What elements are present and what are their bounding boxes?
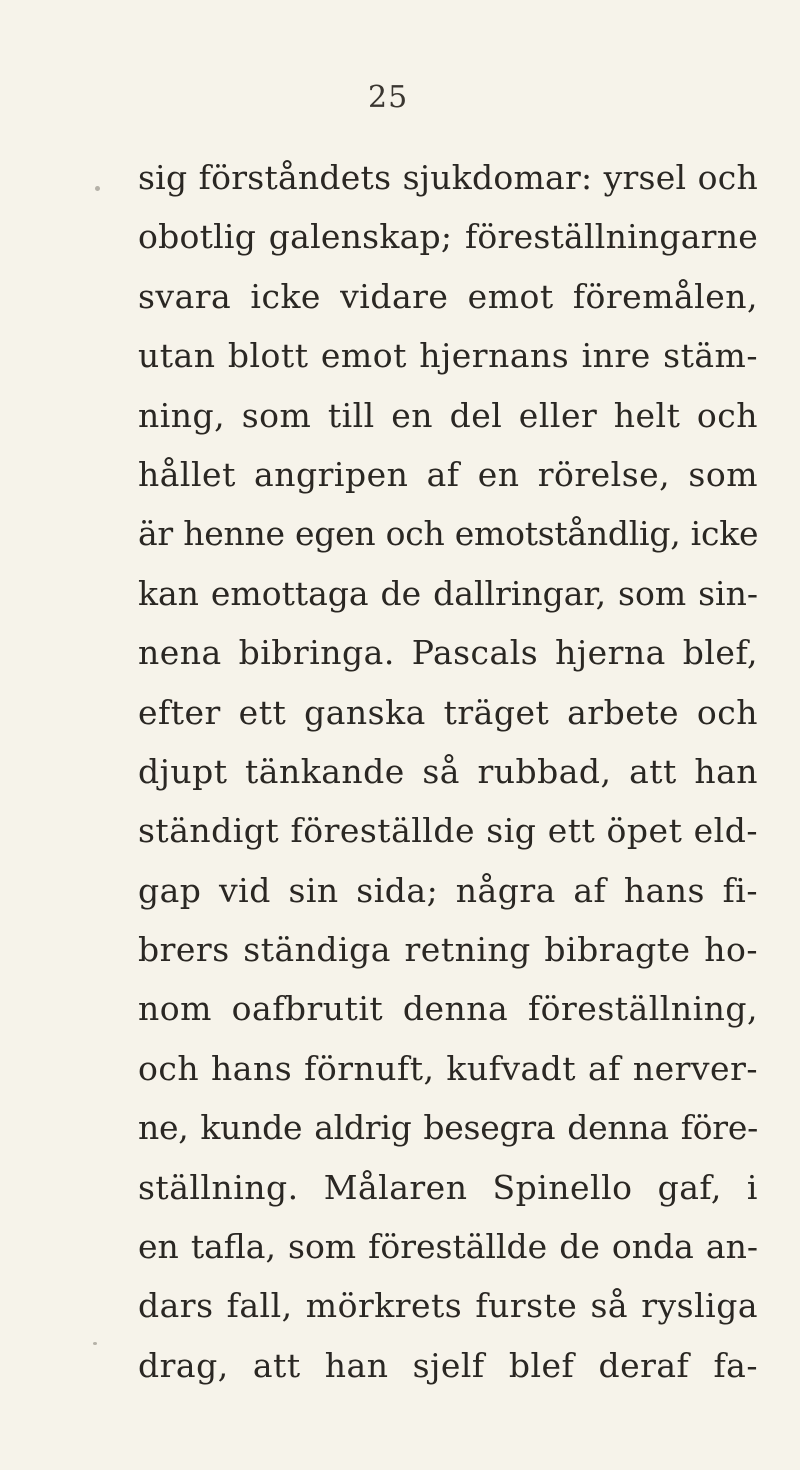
text-line: djupt tänkande så rubbad, att han <box>138 751 758 791</box>
text-line: och hans förnuft, kufvadt af nerver- <box>138 1048 758 1088</box>
text-line: är henne egen och emotståndlig, icke <box>138 514 759 554</box>
text-line: nena bibringa. Pascals hjerna blef, <box>138 633 758 673</box>
text-line: brers ständiga retning bibragte ho- <box>138 930 758 970</box>
text-line: utan blott emot hjernans inre stäm- <box>138 336 758 376</box>
text-line: ställning. Målaren Spinello gaf, i <box>138 1167 758 1207</box>
text-line: nom oafbrutit denna föreställning, <box>138 989 758 1029</box>
text-line: svara icke vidare emot föremålen, <box>138 276 758 316</box>
text-line: hållet angripen af en rörelse, som <box>138 454 758 494</box>
page-number: 25 <box>368 80 409 115</box>
text-line: drag, att han sjelf blef deraf fa- <box>138 1345 758 1385</box>
text-line: en tafla, som föreställde de onda an- <box>138 1227 758 1267</box>
text-line: dars fall, mörkrets furste så rysliga <box>138 1286 758 1326</box>
body-text <box>138 148 758 1395</box>
text-line: ne, kunde aldrig besegra denna före- <box>138 1108 758 1148</box>
text-line: sig förståndets sjukdomar: yrsel och <box>138 158 758 197</box>
text-line: ständigt föreställde sig ett öpet eld- <box>138 811 758 851</box>
text-line: gap vid sin sida; några af hans fi- <box>138 870 758 910</box>
text-line: efter ett ganska träget arbete och <box>138 692 758 732</box>
ink-speck <box>93 1342 97 1345</box>
ink-speck <box>95 186 100 191</box>
text-line: kan emottaga de dallringar, som sin- <box>138 573 758 613</box>
text-line: ning, som till en del eller helt och <box>138 395 758 435</box>
text-line: obotlig galenskap; föreställningarne <box>138 217 758 257</box>
